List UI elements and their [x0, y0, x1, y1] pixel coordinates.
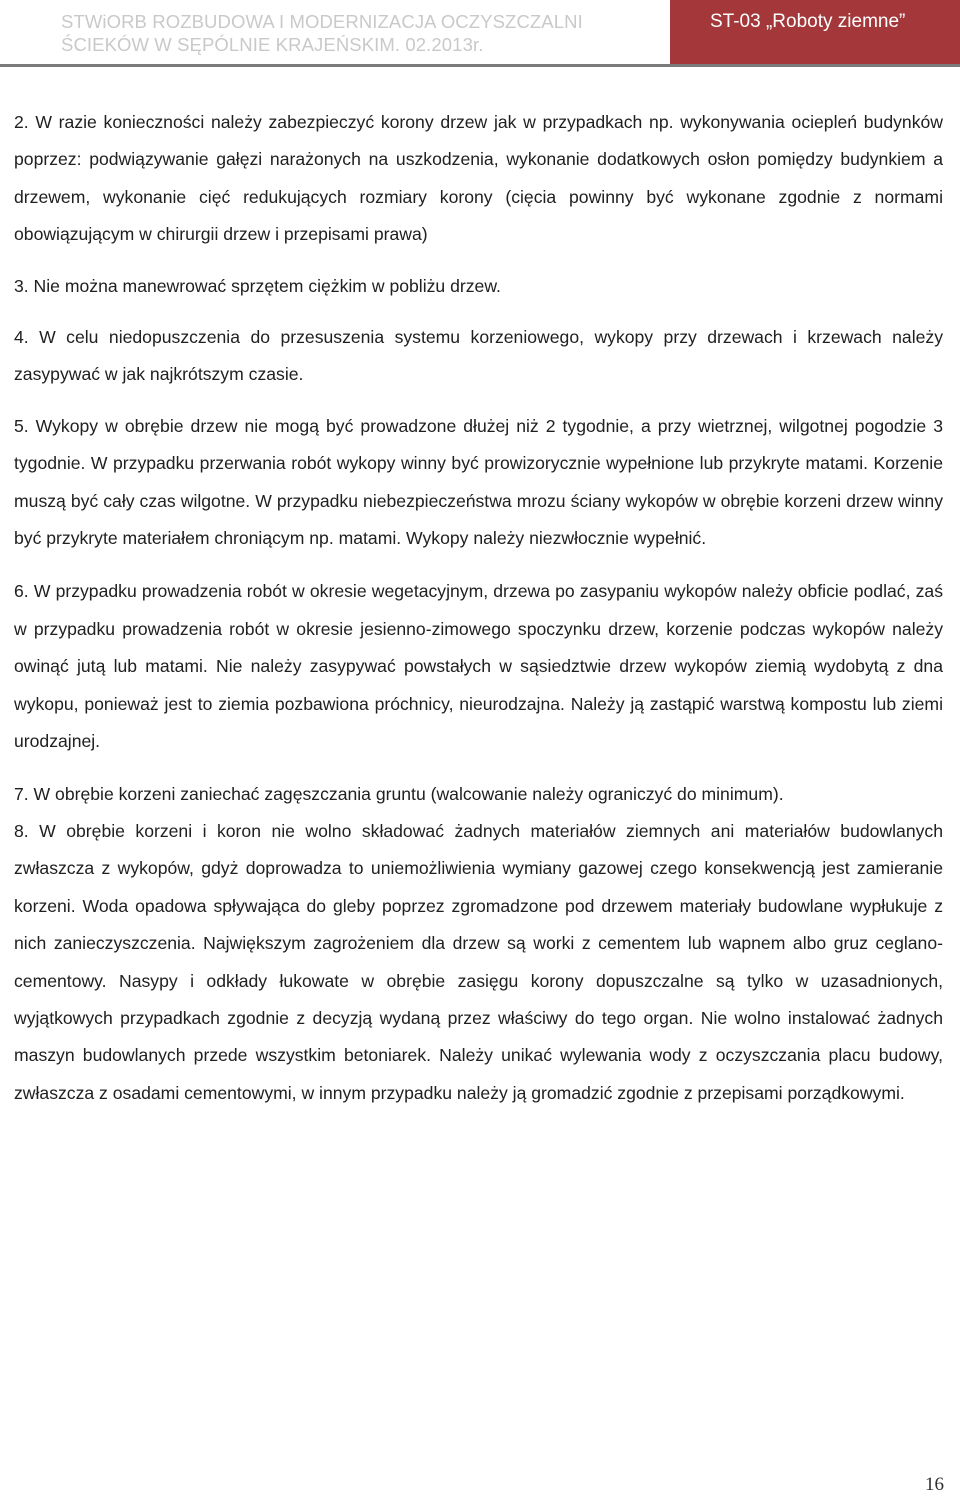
paragraph-4: 4. W celu niedopuszczenia do przesuszenia systemu korzeniowego, wykopy przy drzewach i krzewach należy zasypywać w jak najkrótszym czasie.: [14, 327, 943, 385]
document-body: [14, 104, 943, 1112]
paragraph-2: 2. W razie konieczności należy zabezpieczyć korony drzew jak w przypadkach np. wykonywania ociepleń budynków poprzez: podwiązywanie gałęzi narażonych na uszkodzenia, wykonanie dodatkowych osłon pomiędzy budynkiem a drzewem, wykonanie cięć redukujących rozmiary korony (cięcia powinny być wykonane zgodnie z normami obowiązującym w chirurgii drzew i przepisami prawa): [14, 112, 943, 245]
paragraph-5: 5. Wykopy w obrębie drzew nie mogą być prowadzone dłużej niż 2 tygodnie, a przy wietrznej, wilgotnej pogodzie 3 tygodnie. W przypadku przerwania robót wykopy winny być prowizorycznie wypełnione lub przykryte matami. Korzenie muszą być cały czas wilgotne. W przypadku niebezpieczeństwa mrozu ściany wykopów w obrębie korzeni drzew winny być przykryte materiałem chroniącym np. matami. Wykopy należy niezwłocznie wypełnić.: [14, 415, 943, 549]
paragraph-7: 7. W obrębie korzeni zaniechać zagęszczania gruntu (walcowanie należy ograniczyć do minimum).: [14, 783, 784, 804]
header-spec-label: ST-03 „Roboty ziemne”: [710, 11, 906, 32]
header-document-title-block: [0, 0, 670, 64]
paragraph-6: 6. W przypadku prowadzenia robót w okresie wegetacyjnym, drzewa po zasypaniu wykopów należy obficie podlać, zaś w przypadku prowadzenia robót w okresie jesienno-zimowego spoczynku drzew, korzenie podczas wykopów należy owinąć jutą lub matami. Nie należy zasypywać powstałych w sąsiedztwie drzew wykopów ziemią wydobytą z dna wykopu, ponieważ jest to ziemia pozbawiona próchnicy, nieurodzajna. Należy ją zastąpić warstwą kompostu lub ziemi urodzajnej.: [14, 581, 943, 752]
header-document-title: [61, 10, 583, 56]
header-title-line-2: ŚCIEKÓW W SĘPÓLNIE KRAJEŃSKIM. 02.2013r.: [61, 34, 484, 55]
paragraph-8: 8. W obrębie korzeni i koron nie wolno składować żadnych materiałów ziemnych ani materiałów budowlanych zwłaszcza z wykopów, gdyż doprowadza to uniemożliwienia wymiany gazowej czego konsekwencją jest zamieranie korzeni. Woda opadowa spływająca do gleby poprzez zgromadzone pod drzewem materiały budowlane wypłukuje z nich zanieczyszczenia. Największym zagrożeniem dla drzew są worki z cementem lub wapnem albo gruz ceglano-cementowy. Nasypy i odkłady łukowate w obrębie zasięgu korony dopuszczalne są tylko w uzasadnionych, wyjątkowych przypadkach zgodnie z decyzją wydaną przez właściwy do tego organ. Nie wolno instalować żadnych maszyn budowlanych przede wszystkim betoniarek. Należy unikać wylewania wody z oczyszczania placu budowy, zwłaszcza z osadami cementowymi, w innym przypadku należy ją gromadzić zgodnie z przepisami porządkowymi.: [14, 820, 943, 1103]
paragraph-3: 3. Nie można manewrować sprzętem ciężkim w pobliżu drzew.: [14, 275, 501, 296]
page-header: [0, 0, 960, 64]
header-spec-badge: [670, 0, 960, 64]
header-title-line-1: STWiORB ROZBUDOWA I MODERNIZACJA OCZYSZCZALNI: [61, 11, 583, 32]
page-number: 16: [925, 1474, 944, 1495]
header-divider: [0, 64, 960, 67]
